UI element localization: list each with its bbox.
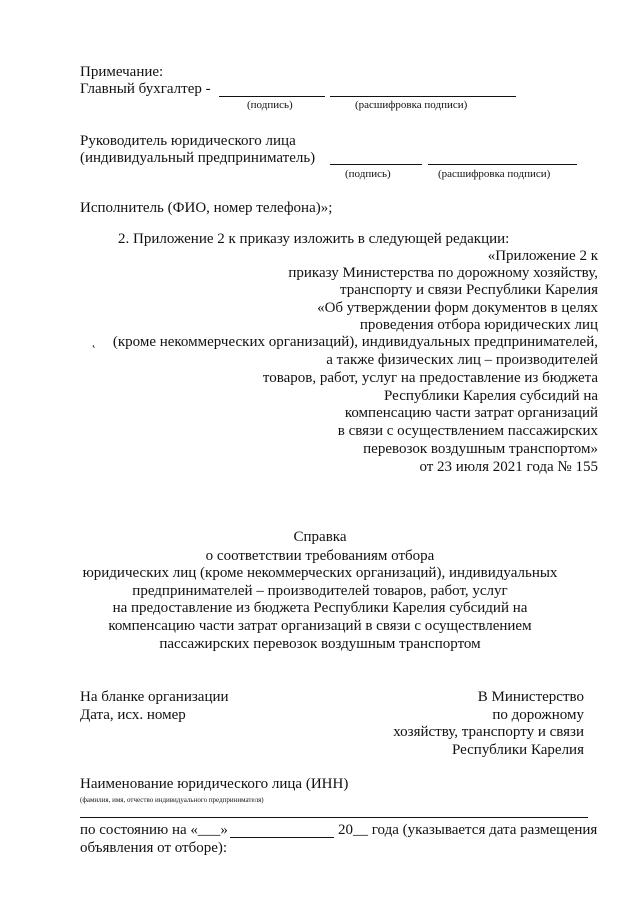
certificate-line: пассажирских перевозок воздушным транспортом: [159, 636, 481, 652]
date-number-note: Дата, исх. номер: [80, 707, 186, 723]
head-label-line2: (индивидуальный предприниматель): [80, 150, 316, 166]
certificate-line: компенсацию части затрат организаций в связи с осуществлением: [108, 618, 532, 634]
addressee-line: Республики Карелия: [451, 742, 584, 758]
appendix-line: «Об утверждении форм документов в целях: [317, 300, 598, 316]
appendix-line: приказу Министерства по дорожному хозяйству,: [288, 265, 598, 281]
chief-accountant-label: Главный бухгалтер -: [80, 81, 211, 97]
appendix-line: от 23 июля 2021 года № 155: [419, 459, 598, 475]
certificate-line: на предоставление из бюджета Республики Карелия субсидий на: [112, 600, 528, 616]
appendix-line: (кроме некоммерческих организаций), индивидуальных предпринимателей,: [112, 334, 598, 350]
appendix-line: компенсацию части затрат организаций: [344, 405, 598, 421]
certificate-line: предпринимателей – производителей товаров, работ, услуг: [132, 583, 508, 599]
letterhead-note: На бланке организации: [80, 689, 229, 705]
addressee-line: хозяйству, транспорту и связи: [393, 724, 584, 740]
item-2: 2. Приложение 2 к приказу изложить в следующей редакции:: [118, 231, 510, 247]
signature-line: [219, 96, 325, 97]
head-signature-caption: (подпись): [345, 168, 391, 180]
certificate-line: юридических лиц (кроме некоммерческих организаций), индивидуальных: [82, 565, 558, 581]
org-name-line: [80, 817, 588, 818]
state-date-prefix: по состоянию на «___»: [80, 822, 228, 838]
appendix-line: перевозок воздушным транспортом»: [363, 441, 598, 457]
certificate-title: Справка: [293, 529, 347, 545]
state-date-year: 20__ года (указывается дата размещения: [338, 822, 598, 838]
signature-decode-caption: (расшифровка подписи): [355, 99, 468, 111]
appendix-line: Республики Карелия субсидий на: [384, 388, 598, 404]
note-title: Примечание:: [80, 64, 164, 80]
state-date-line2: объявления от отборе):: [80, 840, 228, 856]
appendix-line: товаров, работ, услуг на предоставление из бюджета: [262, 370, 598, 386]
executor-line: Исполнитель (ФИО, номер телефона)»;: [80, 200, 333, 216]
signature-caption: (подпись): [247, 99, 293, 111]
head-signature-decode-line: [428, 164, 577, 165]
scan-mark: ˛: [92, 334, 96, 348]
state-date-line: [230, 837, 334, 838]
appendix-line: проведения отбора юридических лиц: [359, 317, 598, 333]
addressee-line: В Министерство: [477, 689, 584, 705]
appendix-line: в связи с осуществлением пассажирских: [337, 423, 598, 439]
certificate-line: о соответствии требованиям отбора: [205, 548, 435, 564]
appendix-line: а также физических лиц – производителей: [326, 352, 598, 368]
appendix-line: транспорту и связи Республики Карелия: [340, 282, 598, 298]
head-label-line1: Руководитель юридического лица: [80, 133, 296, 149]
head-signature-decode-caption: (расшифровка подписи): [438, 168, 551, 180]
org-name-label: Наименование юридического лица (ИНН): [80, 776, 349, 792]
addressee-line: по дорожному: [492, 707, 584, 723]
head-signature-line: [330, 164, 422, 165]
signature-decode-line: [330, 96, 516, 97]
appendix-line: «Приложение 2 к: [487, 248, 598, 264]
org-name-caption: (фамилия, имя, отчество индивидуального предпринимателя): [80, 796, 264, 804]
